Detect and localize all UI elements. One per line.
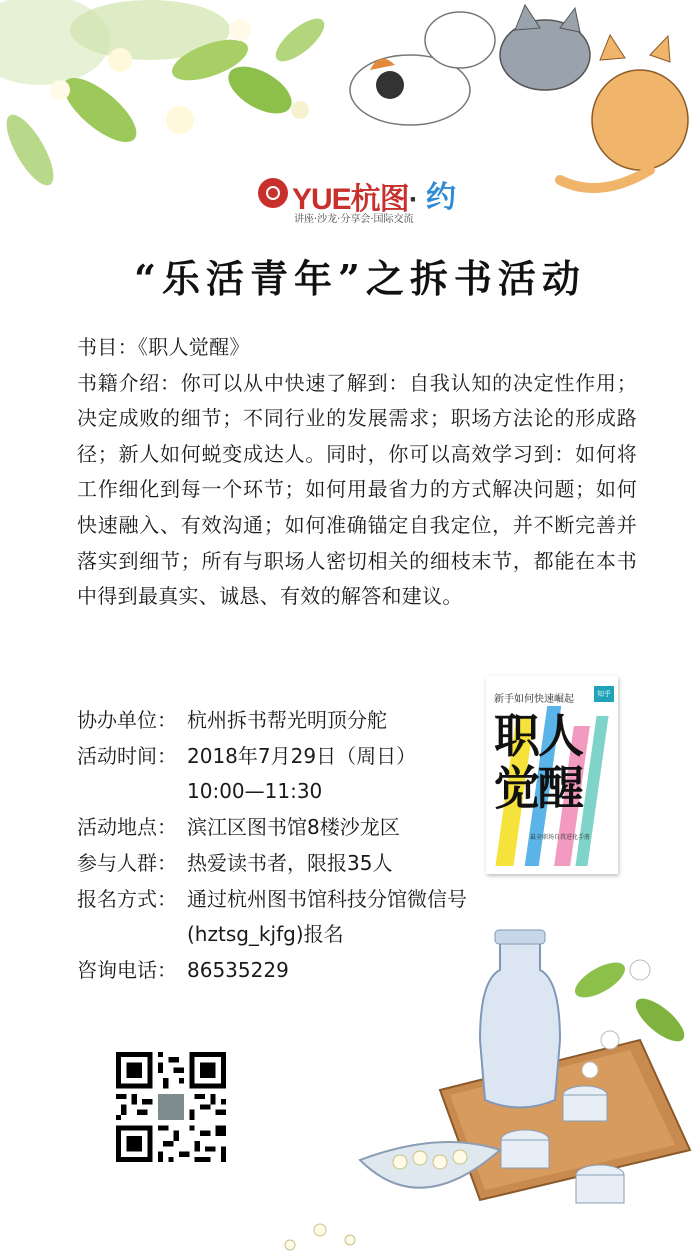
bottom-illustration — [0, 900, 700, 1258]
place-row — [77, 810, 497, 846]
book-cover — [486, 676, 618, 874]
cats-illustration-icon — [350, 5, 688, 188]
signup-label: 报名方式： — [77, 886, 177, 911]
phone-value: 86535229 — [187, 957, 289, 982]
logo-tagline: 讲座·沙龙·分享会·国际交流 — [294, 214, 414, 225]
logo-yue-text: 约 — [426, 180, 456, 215]
place-label: 活动地点： — [77, 815, 177, 840]
book-info — [77, 330, 637, 615]
zhihu-badge: 知乎 — [594, 686, 614, 702]
signup-account: (hztsg_kjfg)报名 — [187, 922, 344, 947]
book-introduction: 书籍介绍：你可以从中快速了解到：自我认知的决定性作用；决定成败的细节；不同行业的发展需求；职场方法论的形成路径；新人如何蜕变成达人。同时，你可以高效学习到：如何将工作细化到每一个环节；如何用最省力的方式解决问题；如何快速融入、有效沟通；如何准确锚定自我定位，并不断完善并落实到细节；所有与职场人密切相关的细枝末节，都能在本书中得到最真实、诚恳、有效的解答和建议。 — [77, 370, 637, 609]
cover-title-line1: 职人 — [494, 709, 582, 763]
cover-title — [494, 710, 582, 814]
cover-subtitle: 新手如何快速崛起 — [494, 694, 574, 705]
qr-center-image — [158, 1094, 184, 1120]
sake-bottle-icon — [480, 930, 560, 1108]
event-title: “乐活青年”之拆书活动 — [134, 256, 586, 301]
signup-value: 通过杭州图书馆科技分馆微信号 — [187, 886, 467, 911]
logo-dot: · — [408, 183, 418, 216]
time-date: 2018年7月29日（周日） — [187, 743, 417, 768]
jasmine-leaves-icon — [0, 0, 331, 192]
time-row — [77, 739, 497, 775]
cover-title-line2: 觉醒 — [494, 761, 582, 815]
logo-main-text: YUE杭图 — [292, 183, 409, 216]
time-label: 活动时间： — [77, 743, 177, 768]
organizer-row — [77, 703, 497, 739]
people-value: 热爱读书者，限报35人 — [187, 850, 393, 875]
organizer-label: 协办单位： — [77, 708, 177, 732]
wechat-qr-code[interactable] — [116, 1052, 226, 1162]
hangzhou-library-seal-icon — [258, 178, 288, 208]
yue-hangtu-logo — [258, 172, 468, 232]
time-hours: 10:00—11:30 — [187, 779, 323, 804]
phone-label: 咨询电话： — [77, 957, 177, 982]
people-label: 参与人群： — [77, 850, 177, 875]
place-value: 滨江区图书馆8楼沙龙区 — [187, 815, 400, 840]
people-row — [77, 846, 497, 882]
organizer-value: 杭州拆书帮光明顶分舵 — [187, 708, 387, 732]
book-title-line: 书目：《职人觉醒》 — [77, 335, 250, 359]
cover-tagline: 最全职场自我进化手册 — [530, 834, 591, 841]
